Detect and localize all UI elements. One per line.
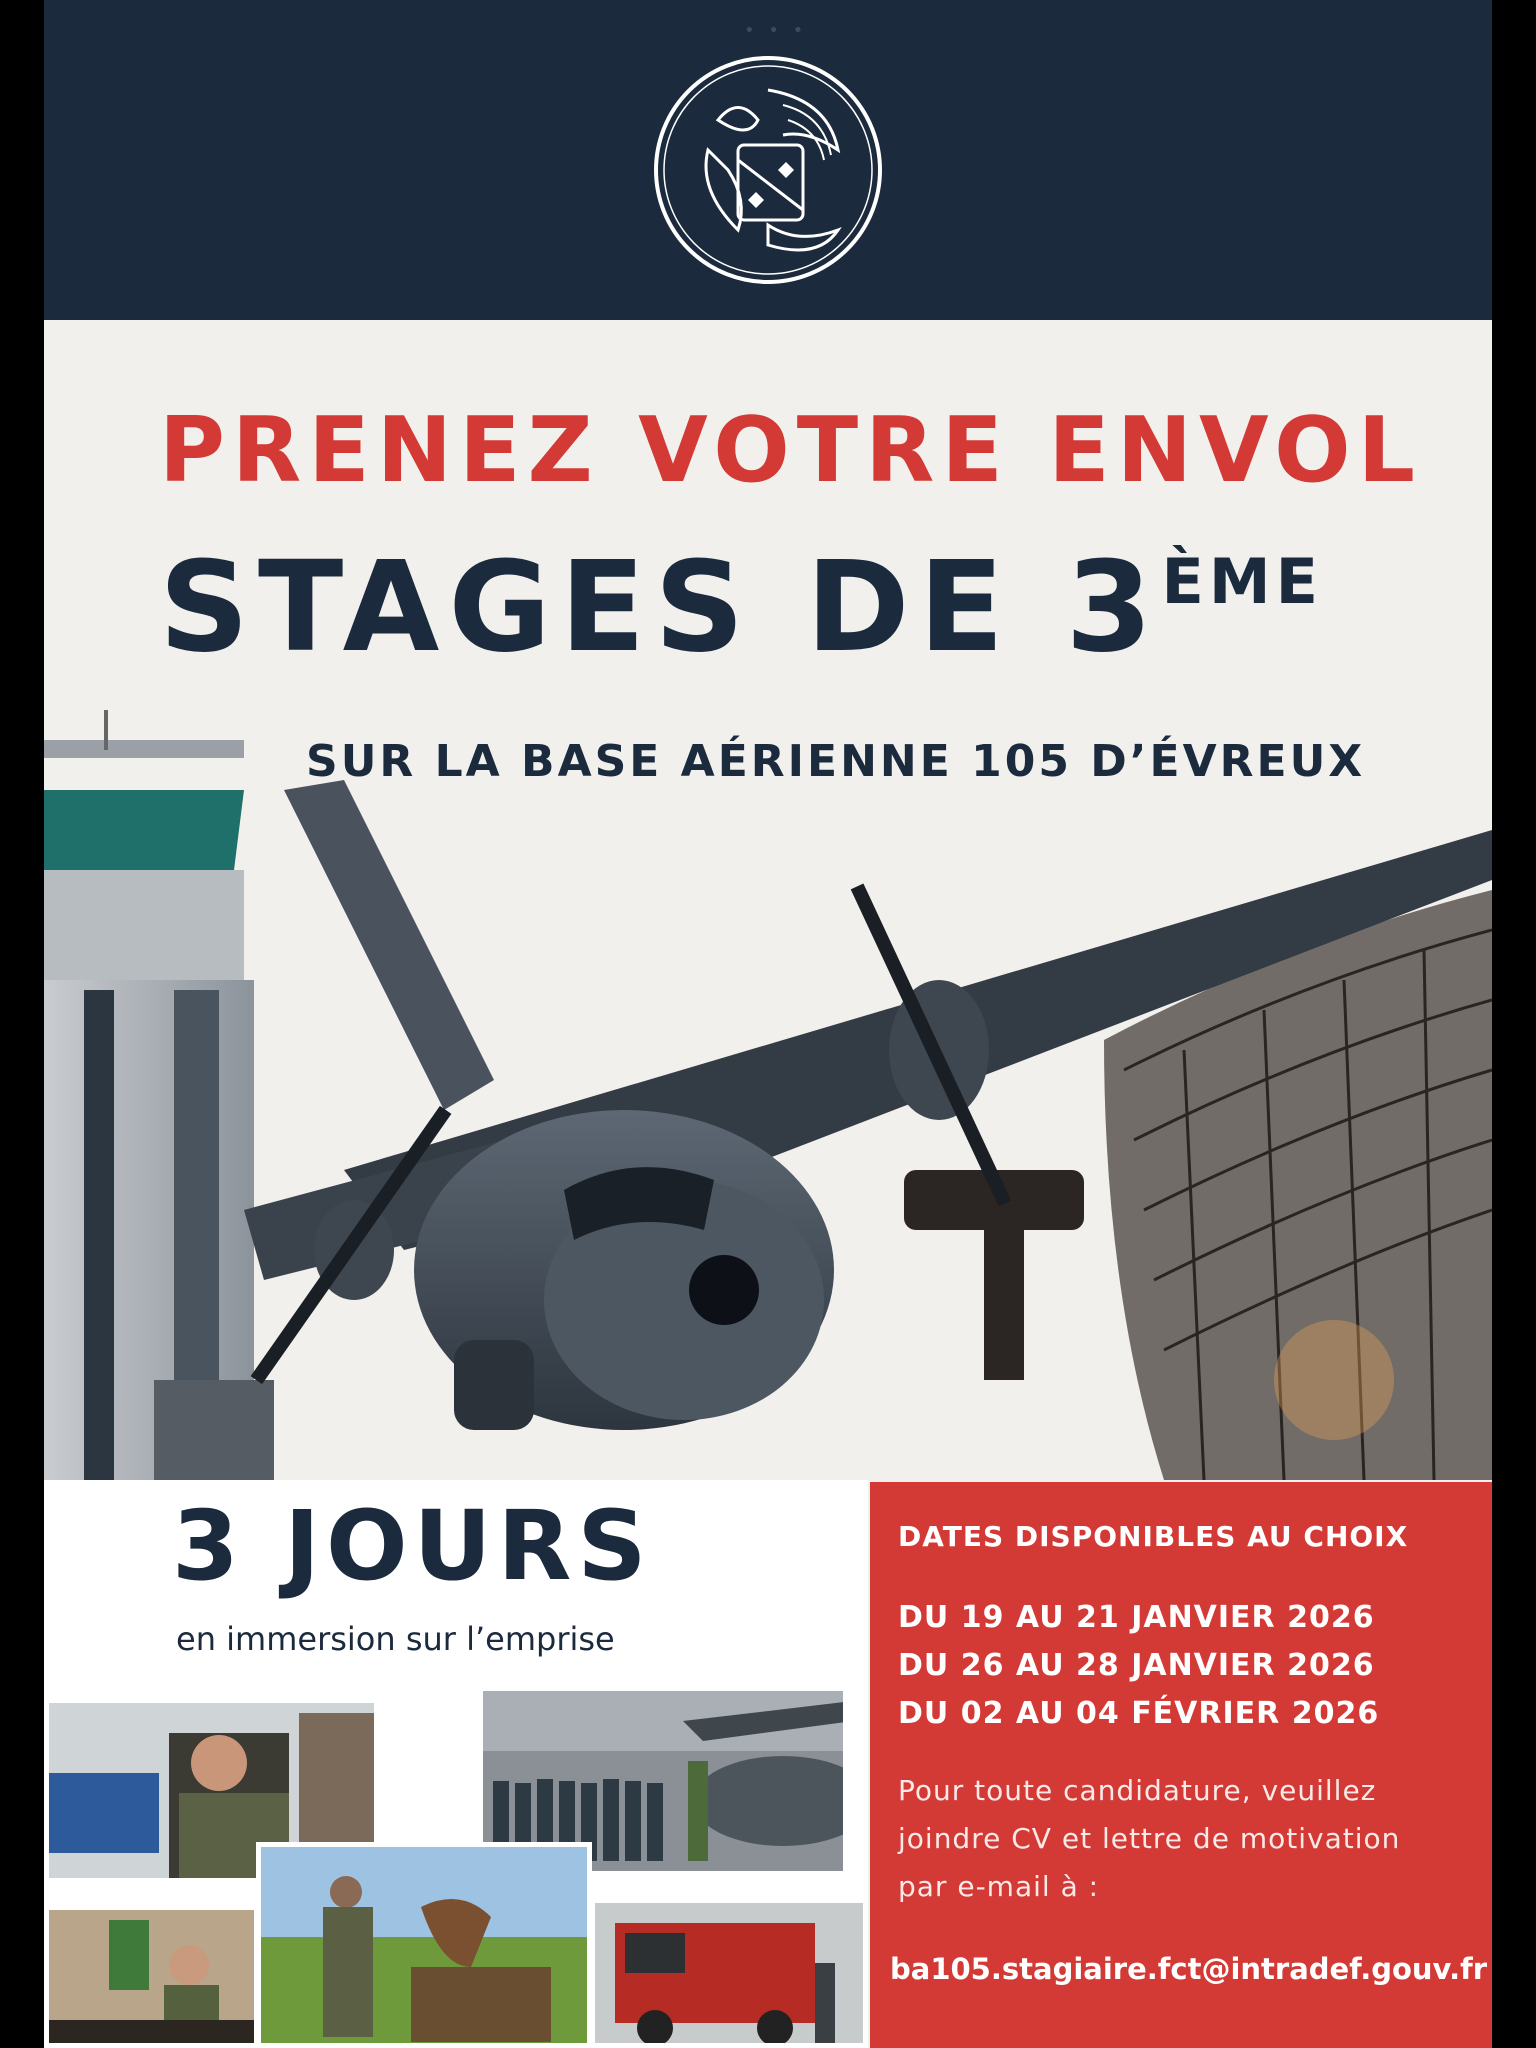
candidature-text: Pour toute candidature, veuillez <box>898 1774 1377 1807</box>
contact-email-link[interactable]: ba105.stagiaire.fct@intradef.gouv.fr <box>890 1952 1488 1986</box>
headline-stages-sup: ÈME <box>1161 545 1323 618</box>
top-dots: • • • <box>744 20 808 41</box>
duration-subheading: en immersion sur l’emprise <box>176 1620 615 1658</box>
photo-fire-truck-image <box>595 1903 868 2048</box>
photo-dog-handler-image <box>261 1847 592 2048</box>
photo-fire-truck <box>590 1898 868 2048</box>
header-band <box>44 0 1492 320</box>
candidature-text: joindre CV et lettre de motivation <box>898 1822 1401 1855</box>
headline-stages <box>159 535 1409 680</box>
date-option: DU 19 AU 21 JANVIER 2026 <box>898 1600 1375 1635</box>
hero-illustration <box>44 690 1492 1480</box>
base-emblem-logo <box>648 50 888 290</box>
dates-heading: DATES DISPONIBLES AU CHOIX <box>898 1520 1409 1553</box>
candidature-text: par e-mail à : <box>898 1870 1100 1903</box>
dates-panel <box>870 1482 1492 2048</box>
headline-base-aerienne: SUR LA BASE AÉRIENNE 105 D’ÉVREUX <box>306 736 1366 787</box>
control-tower <box>44 710 274 1480</box>
duration-heading: 3 JOURS <box>172 1490 653 1602</box>
headline-prenez-votre-envol: PRENEZ VOTRE ENVOL <box>159 398 1422 503</box>
date-option: DU 26 AU 28 JANVIER 2026 <box>898 1648 1375 1683</box>
poster <box>44 0 1492 2048</box>
photo-classroom-image <box>49 1910 259 2048</box>
date-option: DU 02 AU 04 FÉVRIER 2026 <box>898 1696 1380 1731</box>
headline-stages-text: STAGES DE 3 <box>159 535 1162 680</box>
photo-dog-handler <box>256 1842 592 2048</box>
photo-classroom <box>44 1905 259 2048</box>
